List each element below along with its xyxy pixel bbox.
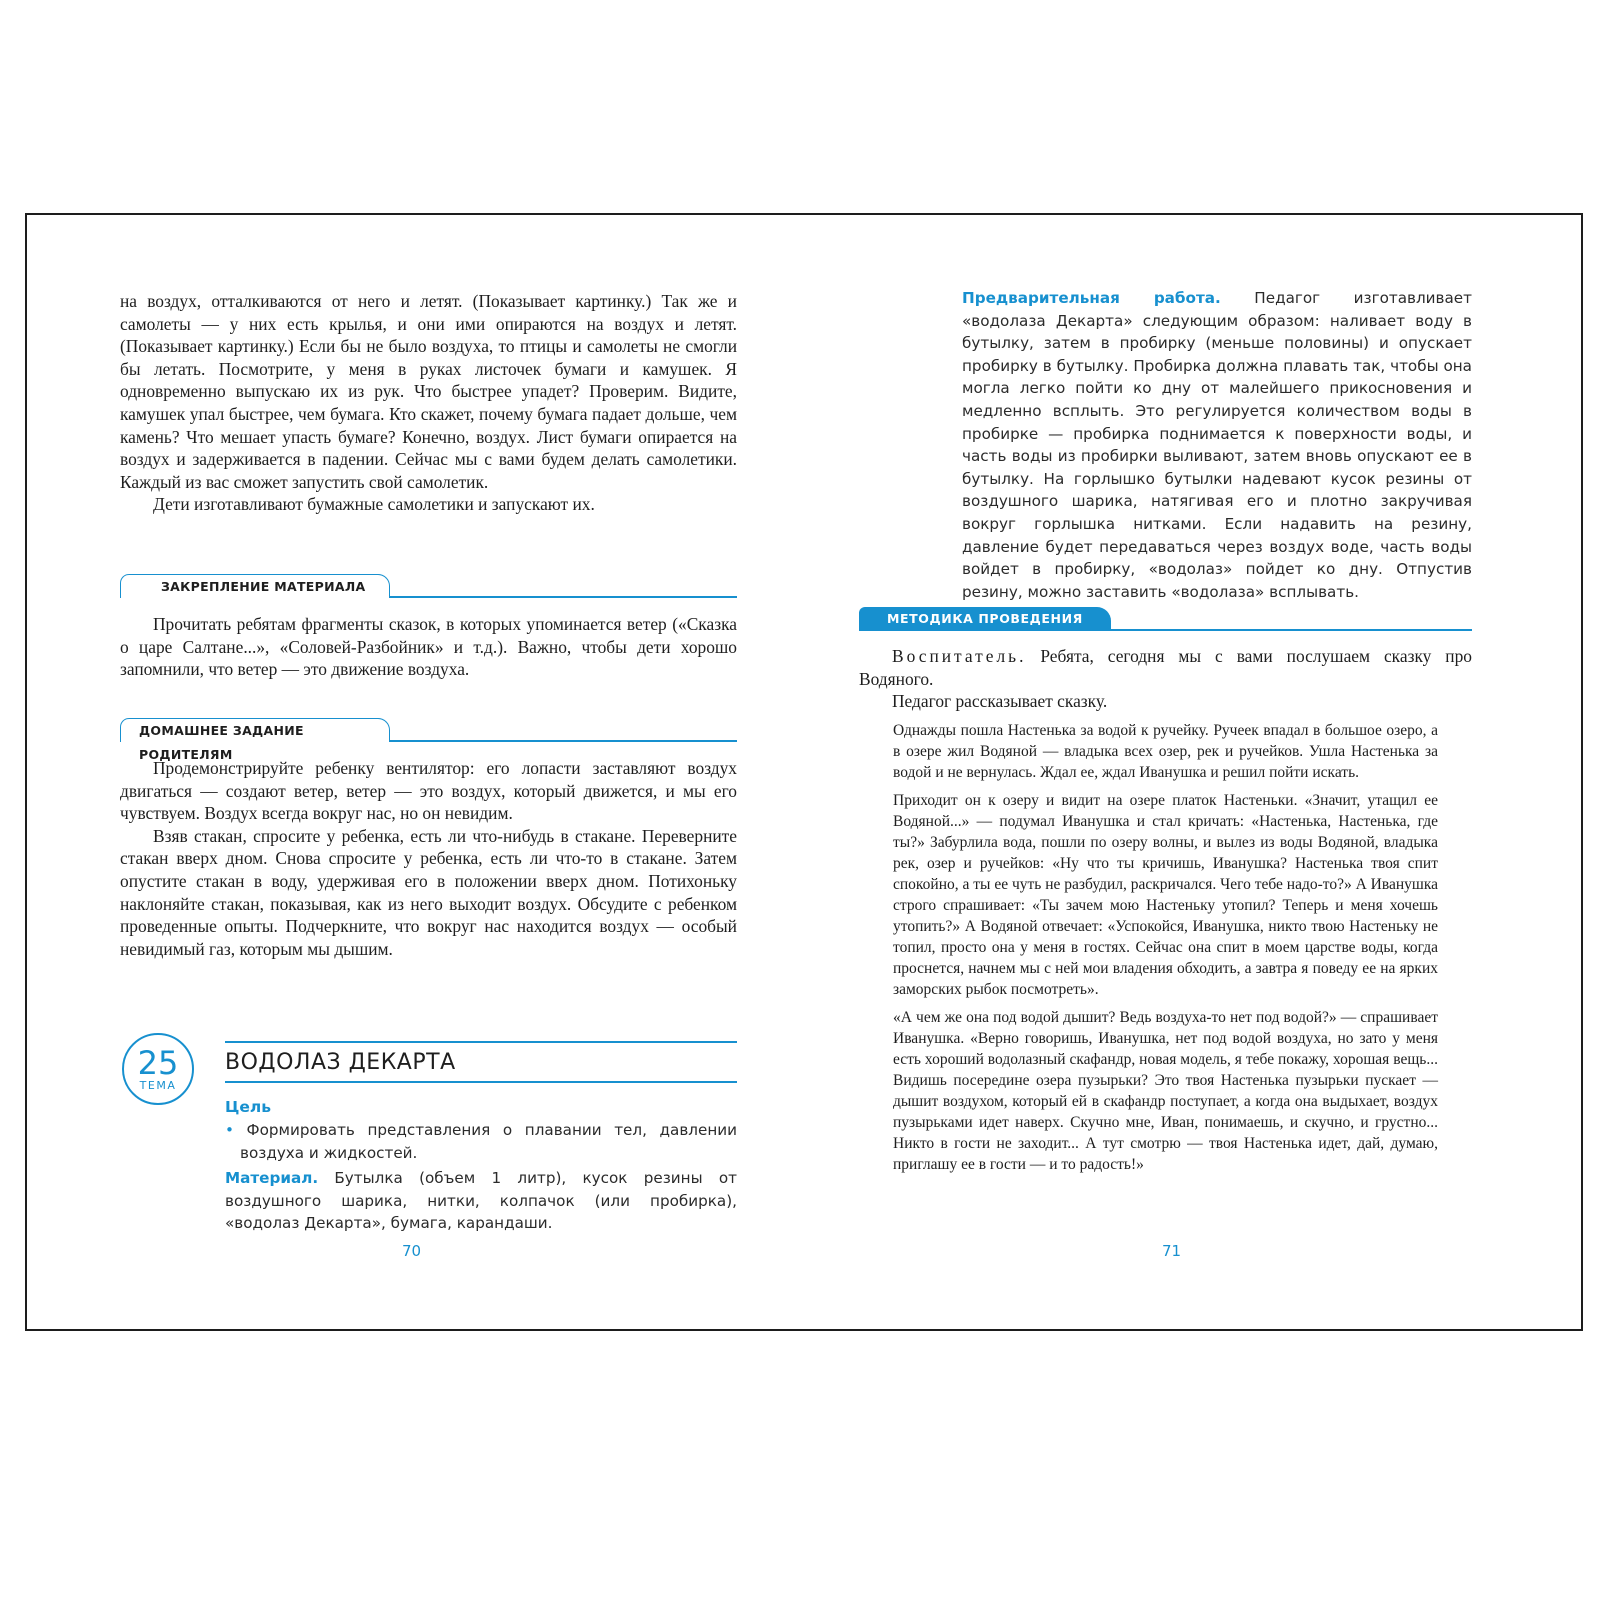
section-header-consolidation bbox=[120, 572, 737, 598]
speaker-label: Воспитатель. bbox=[892, 646, 1027, 666]
right-page bbox=[807, 215, 1583, 1329]
story-paragraph: Однажды пошла Настенька за водой к ручейку. Ручеек впадал в большое озеро, а в озере жил Водяной — владыка всех озер, рек и ручейков. Ушла Настенька за водой и не вернулась. Ждал ее, ждал Иванушка и решил пойти искать. bbox=[893, 722, 1438, 781]
goal-item bbox=[225, 1119, 737, 1164]
page-number-right: 71 bbox=[1162, 1242, 1182, 1260]
consolidation-paragraph: Прочитать ребятам фрагменты сказок, в которых упоминается ветер («Сказка о царе Салтане...», «Соловей-Разбойник» и т.д.). Важно, чтобы дети хорошо запомнили, что ветер — это движение воздуха. bbox=[120, 614, 737, 680]
material-label: Материал. bbox=[225, 1169, 319, 1188]
page-number-left: 70 bbox=[402, 1242, 422, 1260]
material-paragraph bbox=[225, 1167, 737, 1235]
intro-text bbox=[120, 290, 737, 516]
section-title: ДОМАШНЕЕ ЗАДАНИЕ РОДИТЕЛЯМ bbox=[120, 718, 390, 742]
story-paragraph: «А чем же она под водой дышит? Ведь воздуха-то нет под водой?» — спрашивает Иванушка. «Верно говоришь, Иванушка, нет под водой воздуха, но зато у меня есть хороший водолазный скафандр, новая модель, я тебе покажу, хорошая вещь... Видишь посередине озера пузырьки? Это твоя Настенька пузырьки пускает — дышит воздухом, который ей в скафандр поступает, а когда она выдыхает, воздух пузырьками идет наверх. Скучно мне, Иван, понимаешь, и скучно, и грустно... Никто в гости не заходит... А тут смотрю — твоя Настенька идет, дай, думаю, приглашу ее в гости — и то радость!» bbox=[893, 1009, 1438, 1173]
bullet-icon: • bbox=[225, 1121, 247, 1139]
method-text bbox=[859, 645, 1472, 713]
preparation-label: Предварительная работа. bbox=[962, 289, 1221, 307]
narration-paragraph: Педагог рассказывает сказку. bbox=[892, 691, 1108, 712]
speech-text: Ребята, сегодня мы с вами послушаем сказку про Водяного. bbox=[859, 646, 1472, 689]
preparation-block bbox=[962, 287, 1472, 603]
section-header-method bbox=[859, 605, 1472, 631]
topic-badge bbox=[122, 1033, 194, 1105]
topic-title: ВОДОЛАЗ ДЕКАРТА bbox=[225, 1050, 456, 1075]
preparation-paragraph bbox=[962, 287, 1472, 603]
topic-label: ТЕМА bbox=[139, 1079, 177, 1092]
left-page bbox=[27, 215, 807, 1329]
story-paragraph: Приходит он к озеру и видит на озере платок Настеньки. «Значит, утащил ее Водяной...» — подумал Иванушка и стал кричать: «Настенька, Настенька, где ты?» Забурлила вода, пошли по озеру волны, и вылез из воды Водяной, владыка рек, озер и ручейков: «Ну что ты кричишь, Иванушка? Настенька твоя спит спокойно, а ты ее чуть не разбудил, раскричался. Чего тебе надо-то?» А Иванушка строго спрашивает: «Ты зачем мою Настеньку утопил? Теперь и меня хочешь утопить?» А Водяной отвечает: «Успокойся, Иванушка, никто твою Настеньку не топил, просто она у меня в гостях. Сейчас она спит в моем царстве воды, когда проснется, начнем мы с ней мои владения обходить, а завтра я поведу ее на ярких заморских рыбок посмотреть». bbox=[893, 792, 1438, 998]
homework-paragraph: Продемонстрируйте ребенку вентилятор: его лопасти заставляют воздух двигаться — создают ветер, ветер — это воздух, который движется, и мы его чувствуем. Воздух всегда вокруг нас, но он невидим. bbox=[120, 758, 737, 824]
intro-paragraph: на воздух, отталкиваются от него и летят. (Показывает картинку.) Так же и самолеты — у них есть крылья, и они ими опираются на воздух и летят. (Показывает картинку.) Если бы не было воздуха, то птицы и самолеты не смогли бы летать. Посмотрите, у меня в руках листочек бумаги и камушек. Я одновременно выпускаю их из рук. Что быстрее упадет? Проверим. Видите, камушек упал быстрее, чем бумага. Кто скажет, почему бумага падает дольше, чем камень? Что мешает упасть бумаге? Конечно, воздух. Лист бумаги опирается на воздух и задерживается в падении. Сейчас мы с вами будем делать самолетики. Каждый из вас сможет запустить свой самолетик. bbox=[120, 291, 737, 492]
topic-body bbox=[225, 1095, 737, 1235]
section-title: МЕТОДИКА ПРОВЕДЕНИЯ bbox=[859, 607, 1111, 631]
section-header-homework bbox=[120, 716, 737, 762]
topic-bottom-rule bbox=[225, 1081, 737, 1083]
topic-number: 25 bbox=[137, 1044, 179, 1082]
section-title: ЗАКРЕПЛЕНИЕ МАТЕРИАЛА bbox=[120, 574, 390, 598]
goal-text: Формировать представления о плавании тел, давлении воздуха и жидкостей. bbox=[240, 1121, 737, 1162]
material-text: Бутылка (объем 1 литр), кусок резины от воздушного шарика, нитки, колпачок (или пробирка), «водолаз Декарта», бумага, карандаши. bbox=[225, 1169, 737, 1233]
speech-paragraph bbox=[859, 645, 1472, 690]
goal-heading: Цель bbox=[225, 1098, 272, 1116]
intro-paragraph: Дети изготавливают бумажные самолетики и запускают их. bbox=[153, 494, 595, 515]
homework-paragraph: Взяв стакан, спросите у ребенка, есть ли что-нибудь в стакане. Переверните стакан вверх дном. Снова спросите у ребенка, есть ли что-то в стакане. Затем опустите стакан в воду, удерживая его в положении вверх дном. Потихоньку наклоняйте стакан, показывая, как из него выходит воздух. Обсудите с ребенком проведенные опыты. Подчеркните, что вокруг нас находится воздух — особый невидимый газ, которым мы дышим. bbox=[120, 825, 737, 959]
story-block bbox=[893, 720, 1438, 1182]
book-spread bbox=[25, 213, 1583, 1331]
preparation-text: Педагог изготавливает «водолаза Декарта» следующим образом: наливает воду в бутылку, затем в пробирку (меньше половины) и опускает пробирку в бутылку. Пробирка должна плавать так, чтобы она могла легко пойти ко дну от малейшего прикосновения и медленно всплыть. Это регулируется количеством воды в пробирке — пробирка поднимается к поверхности воды, и часть воды из пробирки выливают, затем вновь опускают ее в бутылку. На горлышко бутылки надевают кусок резины от воздушного шарика, натягивая его и плотно закручивая вокруг горлышка нитками. Если надавить на резину, давление будет передаваться через воздух воде, часть воды войдет в пробирку, «водолаз» пойдет ко дну. Отпустив резину, можно заставить «водолаза» всплывать. bbox=[962, 289, 1472, 601]
topic-top-rule bbox=[225, 1041, 737, 1043]
consolidation-text bbox=[120, 613, 737, 681]
homework-text bbox=[120, 757, 737, 960]
